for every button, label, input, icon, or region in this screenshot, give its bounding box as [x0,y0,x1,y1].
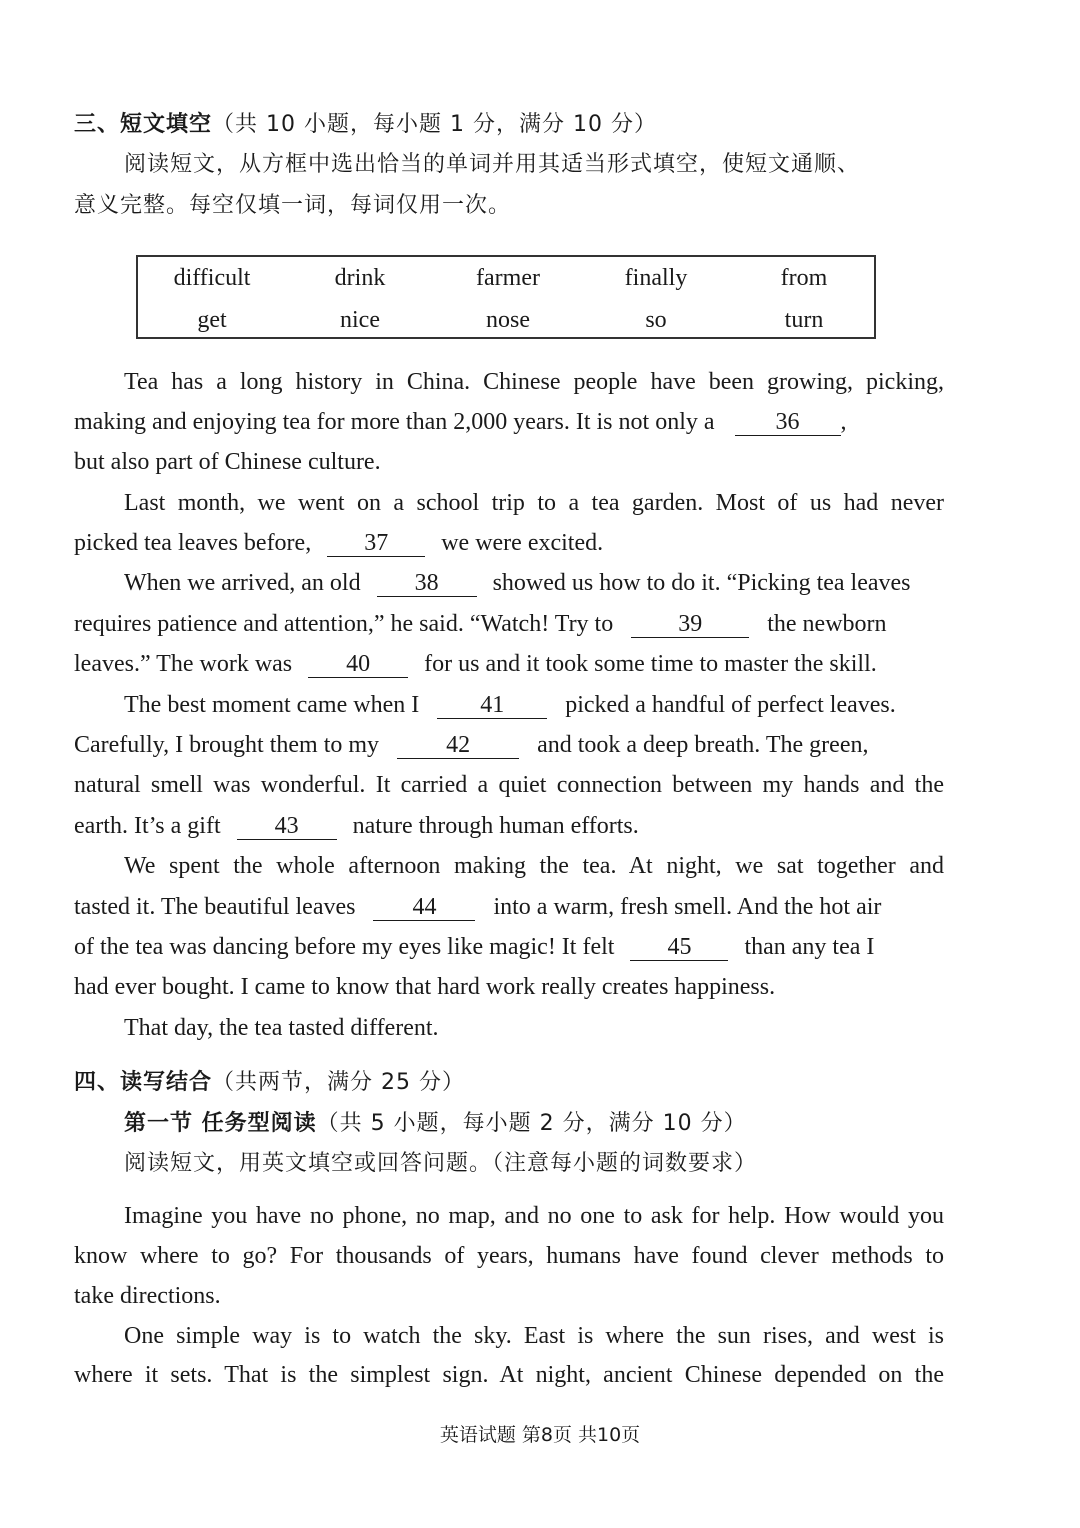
answer-blank-37[interactable]: 37 [327,530,425,557]
answer-blank-39[interactable]: 39 [631,611,749,638]
word-option: turn [784,307,824,333]
section3-heading-note: （共 10 小题，每小题 1 分，满分 10 分） [212,112,657,137]
passage-text: and took a deep breath. The green, [537,732,869,758]
passage-line: but also part of Chinese culture. [74,449,381,475]
passage-line [124,568,944,598]
passage-line: know where to go? For thousands of years, humans have found clever methods to [74,1243,944,1269]
passage-line: take directions. [74,1283,221,1309]
answer-blank-40[interactable]: 40 [308,651,408,678]
passage-text: making and enjoying tea for more than 2,000 years. It is not only a [74,409,715,435]
word-option: finally [624,265,688,291]
passage-line: One simple way is to watch the sky. East is where the sun rises, and west is [124,1323,944,1349]
passage-line [74,892,944,922]
passage-text: into a warm, fresh smell. And the hot air [493,894,882,920]
passage-line: Last month, we went on a school trip to a tea garden. Most of us had never [124,490,944,516]
section3-heading-title: 三、短文填空 [74,112,213,137]
section3-heading [74,110,944,140]
passage-text: earth. It’s a gift [74,813,221,839]
section4-instruction: 阅读短文，用英文填空或回答问题。（注意每小题的词数要求） [124,1151,758,1176]
passage-text: for us and it took some time to master the skill. [424,651,877,677]
answer-blank-43[interactable]: 43 [237,813,337,840]
word-box-row-2 [138,305,878,335]
part1-heading-title: 第一节 任务型阅读 [124,1111,317,1136]
passage-text: nature through human efforts. [352,813,639,839]
passage-line: Tea has a long history in China. Chinese people have been growing, picking, [124,369,944,395]
section3-instruction-2: 意义完整。每空仅填一词，每词仅用一次。 [74,193,512,218]
passage-text: , [840,409,847,435]
answer-blank-44[interactable]: 44 [373,894,475,921]
answer-blank-36[interactable]: 36 [735,409,841,436]
passage-text: showed us how to do it. “Picking tea leaves [492,570,911,596]
word-option: difficult [173,265,251,291]
passage-line [74,811,944,841]
answer-blank-41[interactable]: 41 [437,692,547,719]
passage-text: of the tea was dancing before my eyes like magic! It felt [74,934,615,960]
passage-text: Carefully, I brought them to my [74,732,380,758]
passage-text: than any tea I [744,934,875,960]
section4-part1-heading [124,1109,944,1139]
word-option: from [780,265,828,291]
word-option: so [645,307,667,333]
passage-line: We spent the whole afternoon making the tea. At night, we sat together and [124,853,944,879]
passage-line: where it sets. That is the simplest sign. At night, ancient Chinese depended on the [74,1362,944,1388]
passage-line: Imagine you have no phone, no map, and no one to ask for help. How would you [124,1203,944,1229]
passage-text: the newborn [767,611,887,637]
passage-text: we were excited. [441,530,604,556]
section3-instruction-1: 阅读短文，从方框中选出恰当的单词并用其适当形式填空，使短文通顺、 [124,152,861,177]
section4-heading-note: （共两节，满分 25 分） [212,1070,465,1095]
part1-heading-note: （共 5 小题，每小题 2 分，满分 10 分） [316,1111,747,1136]
word-option: drink [334,265,386,291]
passage-text: tasted it. The beautiful leaves [74,894,356,920]
passage-line: natural smell was wonderful. It carried a quiet connection between my hands and the [74,772,944,798]
word-option: nose [486,307,530,333]
passage-text: When we arrived, an old [124,570,361,596]
passage-line [124,690,944,720]
passage-line [74,528,944,558]
word-box-row-1 [138,263,878,293]
answer-blank-45[interactable]: 45 [630,934,728,961]
passage-text: The best moment came when I [124,692,420,718]
section4-heading [74,1068,944,1098]
passage-text: leaves.” The work was [74,651,293,677]
section4-heading-title: 四、读写结合 [74,1070,213,1095]
passage-text: picked a handful of perfect leaves. [565,692,896,718]
passage-line [74,407,944,437]
passage-text: picked tea leaves before, [74,530,312,556]
answer-blank-42[interactable]: 42 [397,732,519,759]
passage-line: That day, the tea tasted different. [124,1015,439,1041]
passage-line [74,649,944,679]
word-option: farmer [476,265,540,291]
word-option: get [197,307,227,333]
passage-text: requires patience and attention,” he said. “Watch! Try to [74,611,614,637]
word-box [136,255,876,339]
passage-line: had ever bought. I came to know that hard work really creates happiness. [74,974,776,1000]
passage-line [74,730,944,760]
passage-line [74,932,944,962]
passage-line [74,609,944,639]
word-option: nice [340,307,380,333]
answer-blank-38[interactable]: 38 [377,570,477,597]
page-footer: 英语试题 第8页 共10页 [439,1424,641,1446]
